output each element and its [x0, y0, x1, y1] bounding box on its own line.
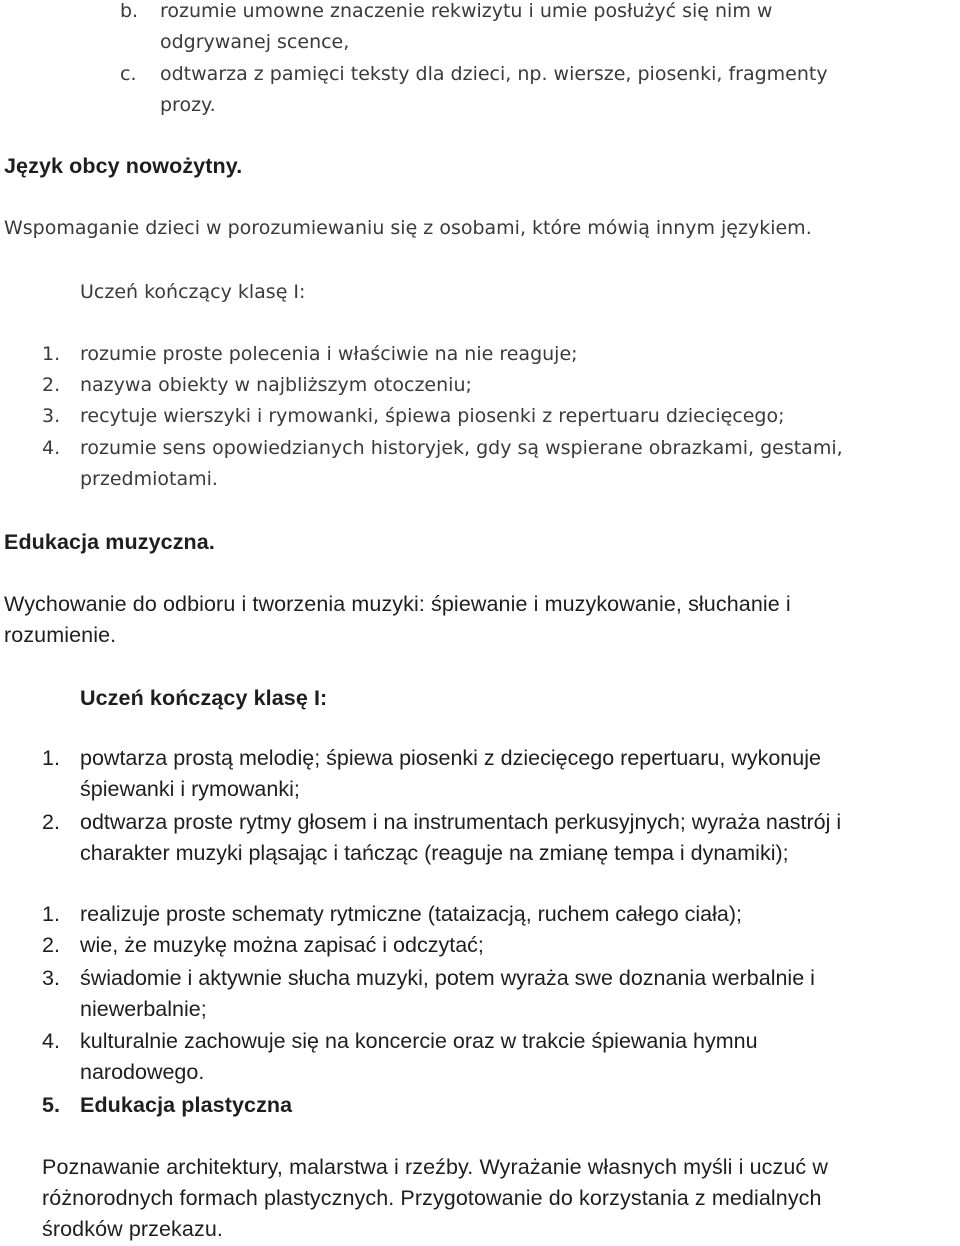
list-marker: 1. [42, 902, 60, 926]
list-item-text: odtwarza z pamięci teksty dla dzieci, np. wiersze, piosenki, fragmenty [160, 63, 828, 85]
list-item-text: rozumie proste polecenia i właściwie na nie reaguje; [80, 343, 578, 365]
list-item-text: rozumie umowne znaczenie rekwizytu i umie posłużyć się nim w [160, 0, 773, 22]
list-marker: 2. [42, 374, 61, 396]
list-item-text: realizuje proste schematy rytmiczne (tataizacją, ruchem całego ciała); [80, 902, 742, 926]
list-item-text: wie, że muzykę można zapisać i odczytać; [80, 933, 484, 957]
list-item-text: przedmiotami. [80, 468, 218, 490]
list-item-text: powtarza prostą melodię; śpiewa piosenki z dziecięcego repertuaru, wykonuje [80, 746, 821, 770]
list-marker: 2. [42, 810, 60, 834]
list-item-text: śpiewanki i rymowanki; [80, 777, 300, 801]
list-item-text: rozumie sens opowiedzianych historyjek, gdy są wspierane obrazkami, gestami, [80, 437, 843, 459]
list-item-text: kulturalnie zachowuje się na koncercie oraz w trakcie śpiewania hymnu [80, 1029, 758, 1053]
list-marker: 3. [42, 405, 61, 427]
subheading-music: Uczeń kończący klasę I: [80, 686, 328, 710]
section-heading-music: Edukacja muzyczna. [4, 530, 215, 554]
list-item-text: niewerbalnie; [80, 997, 207, 1021]
list-marker: b. [120, 0, 139, 22]
section-heading-art: Edukacja plastyczna [80, 1093, 293, 1117]
list-marker: 2. [42, 933, 60, 957]
list-marker: 1. [42, 746, 60, 770]
list-item-text: charakter muzyki pląsając i tańcząc (reaguje na zmianę tempa i dynamiki); [80, 841, 789, 865]
section-heading-language: Język obcy nowożytny. [4, 154, 243, 178]
section-intro-art: Poznawanie architektury, malarstwa i rzeźby. Wyrażanie własnych myśli i uczuć w [42, 1155, 828, 1179]
list-item-text: odtwarza proste rytmy głosem i na instrumentach perkusyjnych; wyraża nastrój i [80, 810, 842, 834]
section-intro-music: rozumienie. [4, 623, 117, 647]
section-intro-music: Wychowanie do odbioru i tworzenia muzyki: śpiewanie i muzykowanie, słuchanie i [4, 592, 791, 616]
list-item-text: nazywa obiekty w najbliższym otoczeniu; [80, 374, 472, 396]
section-number-art: 5. [42, 1093, 61, 1117]
list-marker: 1. [42, 343, 61, 365]
list-marker: 3. [42, 966, 60, 990]
list-marker: c. [120, 63, 137, 85]
list-item-text: świadomie i aktywnie słucha muzyki, potem wyraża swe doznania werbalnie i [80, 966, 815, 990]
section-intro-art: różnorodnych formach plastycznych. Przygotowanie do korzystania z medialnych [42, 1186, 822, 1210]
section-intro-language: Wspomaganie dzieci w porozumiewaniu się z osobami, które mówią innym językiem. [4, 217, 812, 239]
subheading-language: Uczeń kończący klasę I: [80, 281, 306, 303]
list-item-text: prozy. [160, 94, 216, 116]
list-item-text: recytuje wierszyki i rymowanki, śpiewa piosenki z repertuaru dziecięcego; [80, 405, 785, 427]
list-marker: 4. [42, 437, 61, 459]
list-marker: 4. [42, 1029, 60, 1053]
list-item-text: odgrywanej scence, [160, 31, 350, 53]
list-item-text: narodowego. [80, 1060, 205, 1084]
section-intro-art: środków przekazu. [42, 1217, 223, 1241]
